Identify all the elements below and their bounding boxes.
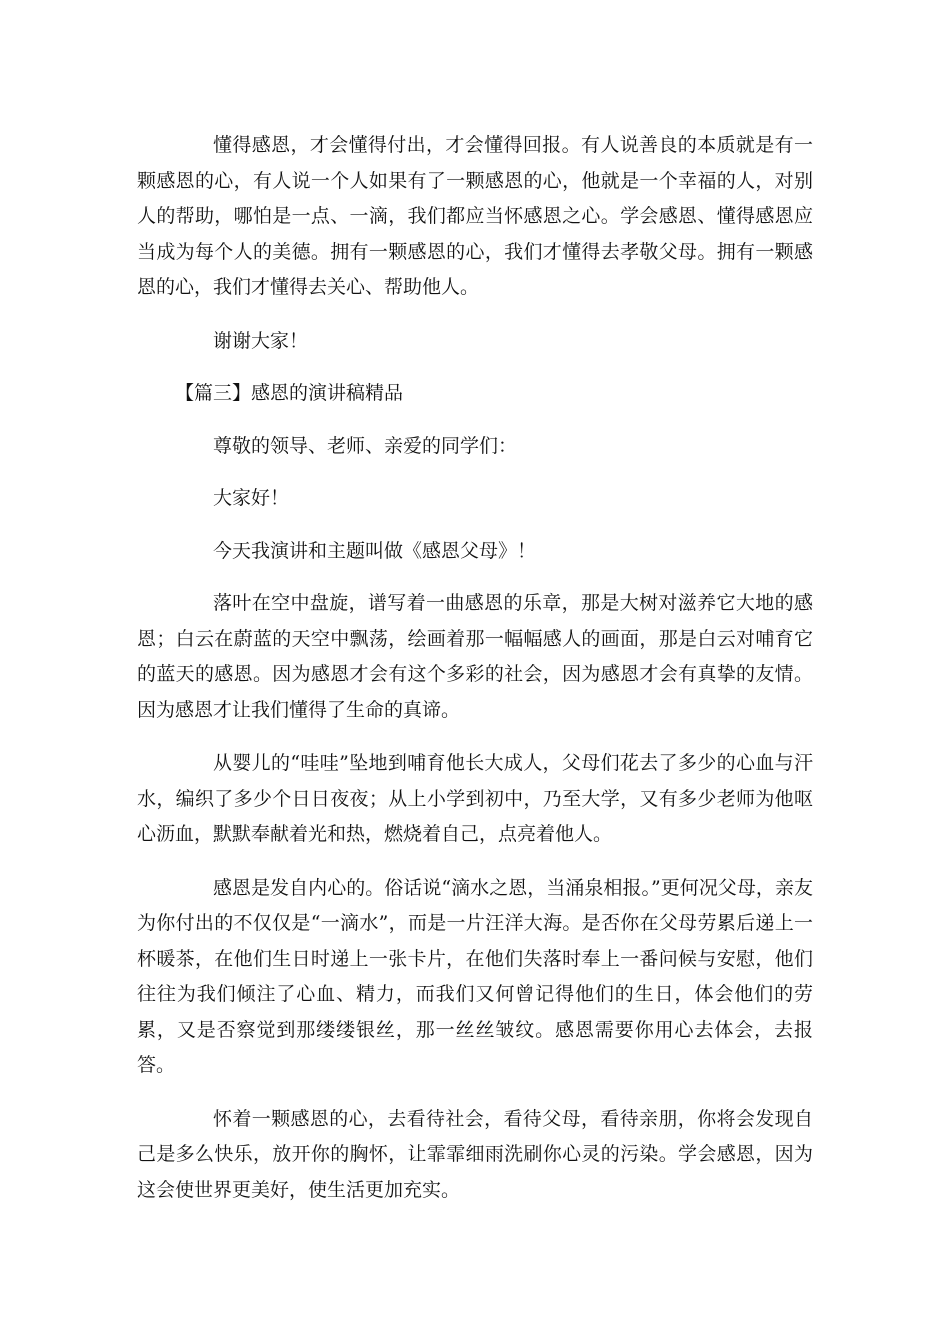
paragraph-gratitude-intro: 懂得感恩，才会懂得付出，才会懂得回报。有人说善良的本质就是有一颗感恩的心，有人说一个人如果有了一颗感恩的心，他就是一个幸福的人，对别人的帮助，哪怕是一点、一滴，我们都应当怀感恩之心。学会感恩、懂得感恩应当成为每个人的美德。拥有一颗感恩的心，我们才懂得去孝敬父母。拥有一颗感恩的心，我们才懂得去关心、帮助他人。 [137,134,813,298]
speech-topic: 今天我演讲和主题叫做《感恩父母》！ [213,539,537,562]
speech-paragraph-grateful-heart: 怀着一颗感恩的心，去看待社会，看待父母，看待亲朋，你将会发现自己是多么快乐，放开你的胸怀，让霏霏细雨洗刷你心灵的污染。学会感恩，因为这会使世界更美好，使生活更加充实。 [137,1107,813,1201]
speech-paragraph-leaves: 落叶在空中盘旋，谱写着一曲感恩的乐章，那是大树对滋养它大地的感恩；白云在蔚蓝的天空中飘荡，绘画着那一幅幅感人的画面，那是白云对哺育它的蓝天的感恩。因为感恩才会有这个多彩的社会，因为感恩才会有真挚的友情。因为感恩才让我们懂得了生命的真谛。 [137,592,813,721]
speech-salutation: 尊敬的领导、老师、亲爱的同学们： [213,434,518,457]
section-heading: 【篇三】感恩的演讲稿精品 [175,382,404,404]
document-body [137,128,813,1208]
speech-paragraph-parents: 从婴儿的“哇哇”坠地到哺育他长大成人，父母们花去了多少的心血与汗水，编织了多少个日日夜夜；从上小学到初中，乃至大学，又有多少老师为他呕心沥血，默默奉献着光和热，燃烧着自己，点亮着他人。 [137,752,813,845]
paragraph-thanks: 谢谢大家！ [213,329,309,352]
speech-paragraph-heartfelt: 感恩是发自内心的。俗话说“滴水之恩，当涌泉相报。”更何况父母，亲友为你付出的不仅仅是“一滴水”，而是一片汪洋大海。是否你在父母劳累后递上一杯暖茶，在他们生日时递上一张卡片，在他们失落时奉上一番问候与安慰，他们往往为我们倾注了心血、精力，而我们又何曾记得他们的生日，体会他们的劳累，又是否察觉到那缕缕银丝，那一丝丝皱纹。感恩需要你用心去体会，去报答。 [137,876,813,1076]
speech-greeting: 大家好！ [213,487,290,509]
